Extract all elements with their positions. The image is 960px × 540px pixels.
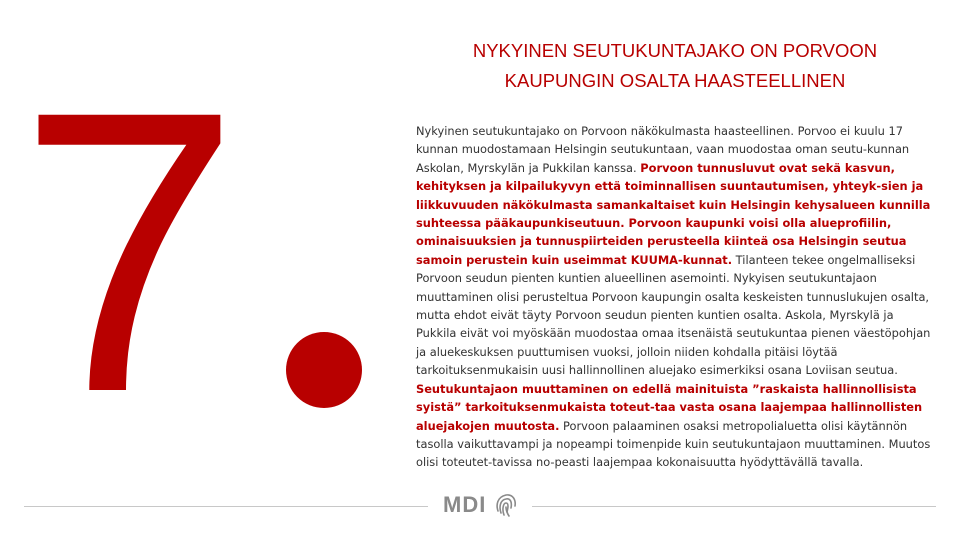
footer-divider-left (24, 506, 428, 507)
logo-wordmark: MDI (443, 492, 487, 517)
body-paragraph (416, 122, 936, 472)
footer-logo (443, 490, 518, 520)
body-segment-highlight: Seutukuntajaon muuttaminen on edellä mainituista ”raskaista hallinnollisista syistä” tarkoituksenmukaista toteut-taa vasta osana laajempaa hallinnollisten aluejakojen muutosta. (416, 381, 923, 433)
body-segment-highlight: Porvoon tunnusluvut ovat sekä kasvun, kehityksen ja kilpailukyvyn että toiminnallisen suuntautumisen, yhteyk-sien ja liikkuvuuden näkökulmasta samankaltaiset kuin Helsingin kehysalueen kunnilla suhteessa pääkaupunkiseutuun. Porvoon kaupunki voisi olla alueprofiilin, ominaisuuksien ja tunnuspiirteiden perusteella kiinteä osa Helsingin seutua samoin perustein kuin useimmat KUUMA-kunnat. (416, 160, 931, 267)
fingerprint-icon (494, 491, 518, 519)
footer-divider-right (532, 506, 936, 507)
slide-title-line-1: NYKYINEN SEUTUKUNTAJAKO ON PORVOON (472, 40, 878, 61)
slide-title-line-2: KAUPUNGIN OSALTA HAASTEELLINEN (504, 70, 846, 91)
body-segment: Nykyinen seutukuntajako on Porvoon näkökulmasta haasteellinen. Porvoo ei kuulu 17 kunnan muodostamaan Helsingin seutukuntaan, vaan muodostaa oman seutu-kunnan Askolan, Myrskylän ja Pukkilan kanssa. (416, 124, 910, 175)
slide-number-dot (286, 332, 362, 408)
body-segment: Porvoon palaaminen osaksi metropolialuetta olisi käytännön tasolla vaikuttavampi ja nopeampi toimenpide kuin seutukuntajaon muuttaminen. Muutos olisi toteutet-tavissa no-peasti laajempaa kokonaisuutta hyödyttävällä tavalla. (416, 418, 931, 470)
body-segment: Tilanteen tekee ongelmalliseksi Porvoon seudun pienten kuntien alueellinen asemointi. Nykyisen seutukuntajaon muuttaminen olisi perusteltua Porvoon kaupungin osalta keskeisten tunnuslukujen osalta, mutta ehdot eivät täyty Porvoon seudun pienten kuntien osalta. Askola, Myrskylä ja Pukkila eivät voi myöskään muodostaa omaa itsenäistä seutukuntaa pienen väestöpohjan ja aluekeskuksen puuttumisen vuoksi, jolloin niiden kohdalla pitäisi löytää tarkoituksenmukaisin uusi hallinnollinen aluejako esimerkiksi osana Loviisan seutua. (416, 252, 931, 378)
slide-number: 7 (18, 28, 235, 475)
slide-title (410, 36, 940, 96)
